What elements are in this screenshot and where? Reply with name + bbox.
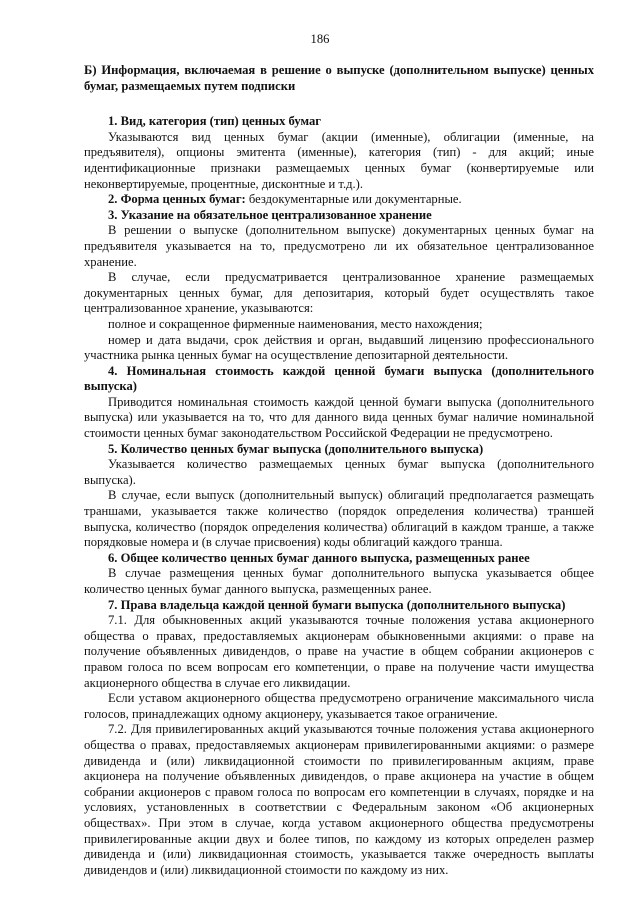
- s5-title: 5. Количество ценных бумаг выпуска (дополнительного выпуска): [108, 441, 484, 456]
- s2-line: [84, 192, 594, 208]
- document-body: [84, 63, 594, 878]
- s2-title: 2. Форма ценных бумаг:: [108, 192, 246, 207]
- s3-para-3: полное и сокращенное фирменные наименования, место нахождения;: [108, 316, 483, 331]
- s7-para-2: Если уставом акционерного общества предусмотрено ограничение максимального числа голосов, принадлежащих одному акционеру, указывается такое ограничение.: [84, 691, 594, 721]
- s5-para-1: Указывается количество размещаемых ценных бумаг выпуска (дополнительного выпуска).: [84, 457, 594, 487]
- s7-para-3: 7.2. Для привилегированных акций указываются точные положения устава акционерного общества о правах, предоставляемых акционерам привилегированными акциями: о размере дивиденда и (или) ликвидационной стоимости по привилегированным акциям, праве акционера на получение объявленных дивидендов, о праве акционера на участие в общем собрании акционеров с правом голоса по вопросам его компетенции в случаях, порядке и на условиях, установленных в соответствии с Федеральным законом «Об акционерных обществах». При этом в случае, когда уставом акционерного общества предусмотрены привилегированные акции двух и более типов, по каждому из которых определен размер дивиденда и (или) ликвидационная стоимость, указывается также очередность выплаты дивидендов и (или) ликвидационной стоимости по каждому из них.: [84, 722, 594, 877]
- s6-para-1: В случае размещения ценных бумаг дополнительного выпуска указывается общее количество ценных бумаг данного выпуска, размещенных ранее.: [84, 566, 594, 596]
- s4-para-1: Приводится номинальная стоимость каждой ценной бумаги выпуска (дополнительного выпуска) или указывается на то, что для данного вида ценных бумаг наличие номинальной стоимости ценных бумаг законодательством Российской Федерации не предусмотрено.: [84, 394, 594, 441]
- s2-text: бездокументарные или документарные.: [245, 192, 462, 207]
- page-number: 186: [310, 32, 330, 46]
- s3-para-2: В случае, если предусматривается централизованное хранение размещаемых документарных ценных бумаг, для депозитария, который будет осуществлять такое централизованное хранение, указываются:: [84, 270, 594, 316]
- s3-para-4: номер и дата выдачи, срок действия и орган, выдавший лицензию профессионального участника рынка ценных бумаг на осуществление депозитарной деятельности.: [84, 332, 594, 363]
- s7-title: 7. Права владельца каждой ценной бумаги выпуска (дополнительного выпуска): [108, 597, 566, 612]
- section-heading: Б) Информация, включаемая в решение о выпуске (дополнительном выпуске) ценных бумаг, размещаемых путем подписки: [84, 63, 594, 93]
- s3-para-1: В решении о выпуске (дополнительном выпуске) документарных ценных бумаг на предъявителя указывается на то, предусмотрено ли их обязательное централизованное хранение.: [84, 223, 594, 269]
- s3-title: 3. Указание на обязательное централизованное хранение: [108, 207, 432, 222]
- spacer: [84, 94, 594, 114]
- s1-para-1: Указываются вид ценных бумаг (акции (именные), облигации (именные, на предъявителя), опционы эмитента (именные), категория (тип) - для акций; иные идентификационные признаки размещаемых ценных бумаг (конвертируемые или неконвертируемые, процентные, дисконтные и т.д.).: [84, 129, 594, 191]
- s5-para-2: В случае, если выпуск (дополнительный выпуск) облигаций предполагается размещать траншами, указывается также количество (порядок определения количества) траншей выпуска, количество (порядок определения количества) облигаций в каждом транше, а также порядковые номера и (в случае присвоения) коды облигаций каждого транша.: [84, 488, 594, 550]
- s1-title: 1. Вид, категория (тип) ценных бумаг: [108, 114, 321, 129]
- s7-para-1: 7.1. Для обыкновенных акций указываются точные положения устава акционерного общества о правах, предоставляемых акционерам обыкновенными акциями: о праве на получение объявленных дивидендов, о праве на участие в общем собрании акционеров с правом голоса по всем вопросам его компетенции, о праве на получение части имущества акционерного общества в случае его ликвидации.: [84, 613, 594, 690]
- s6-title: 6. Общее количество ценных бумаг данного выпуска, размещенных ранее: [108, 550, 530, 565]
- s4-title: 4. Номинальная стоимость каждой ценной бумаги выпуска (дополнительного выпуска): [84, 363, 594, 394]
